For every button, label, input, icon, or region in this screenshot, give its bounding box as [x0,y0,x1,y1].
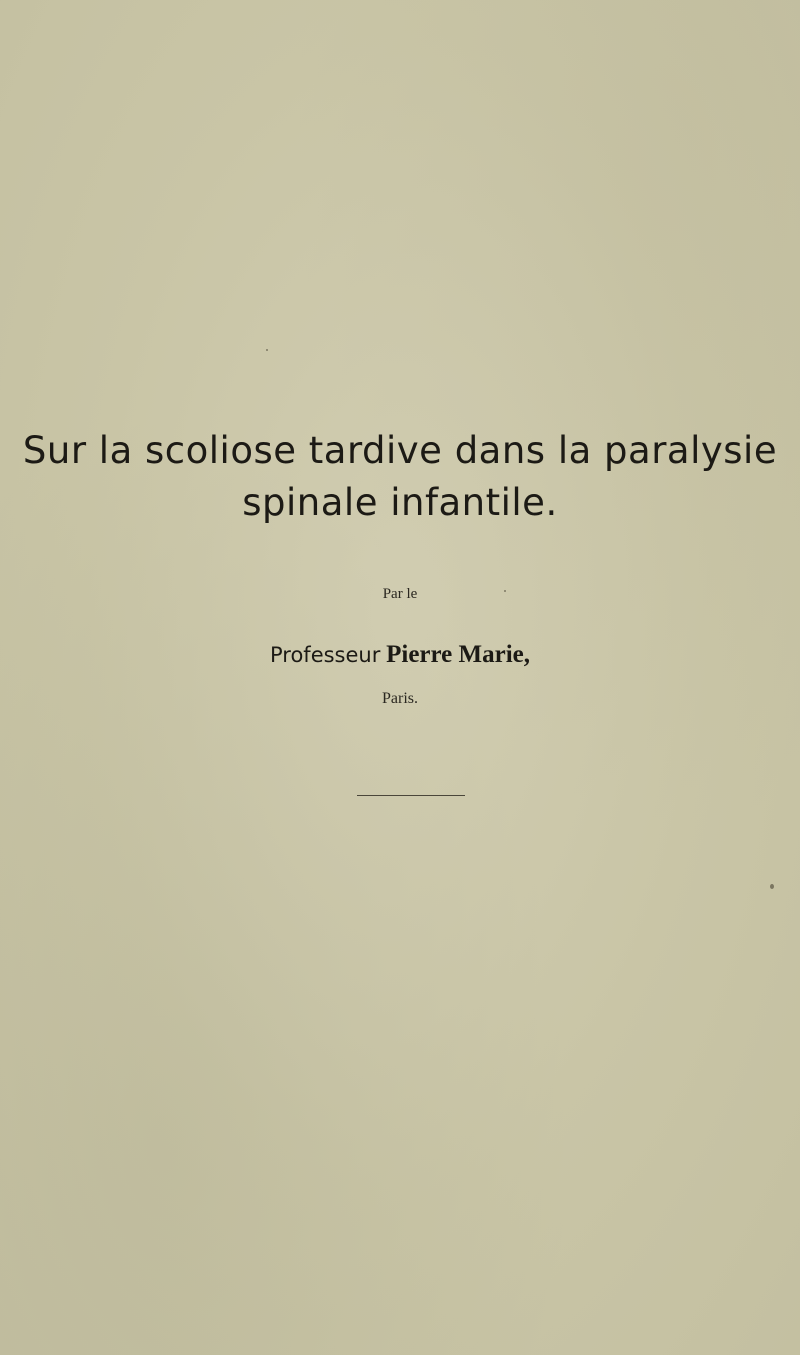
paper-speck [504,590,506,592]
separator-rule [357,795,465,796]
paper-speck [266,349,268,351]
city: Paris. [382,690,418,707]
author-prefix: Professeur [269,643,381,667]
title-line-2: spinale infantile. [242,481,558,524]
byline: Par le [382,586,418,602]
author-line [0,641,800,669]
author-name: Pierre Marie, [386,641,530,668]
paper-speck [770,884,774,889]
title-line-1: Sur la scoliose tardive dans la paralysie [22,429,778,472]
document-title [0,425,800,529]
